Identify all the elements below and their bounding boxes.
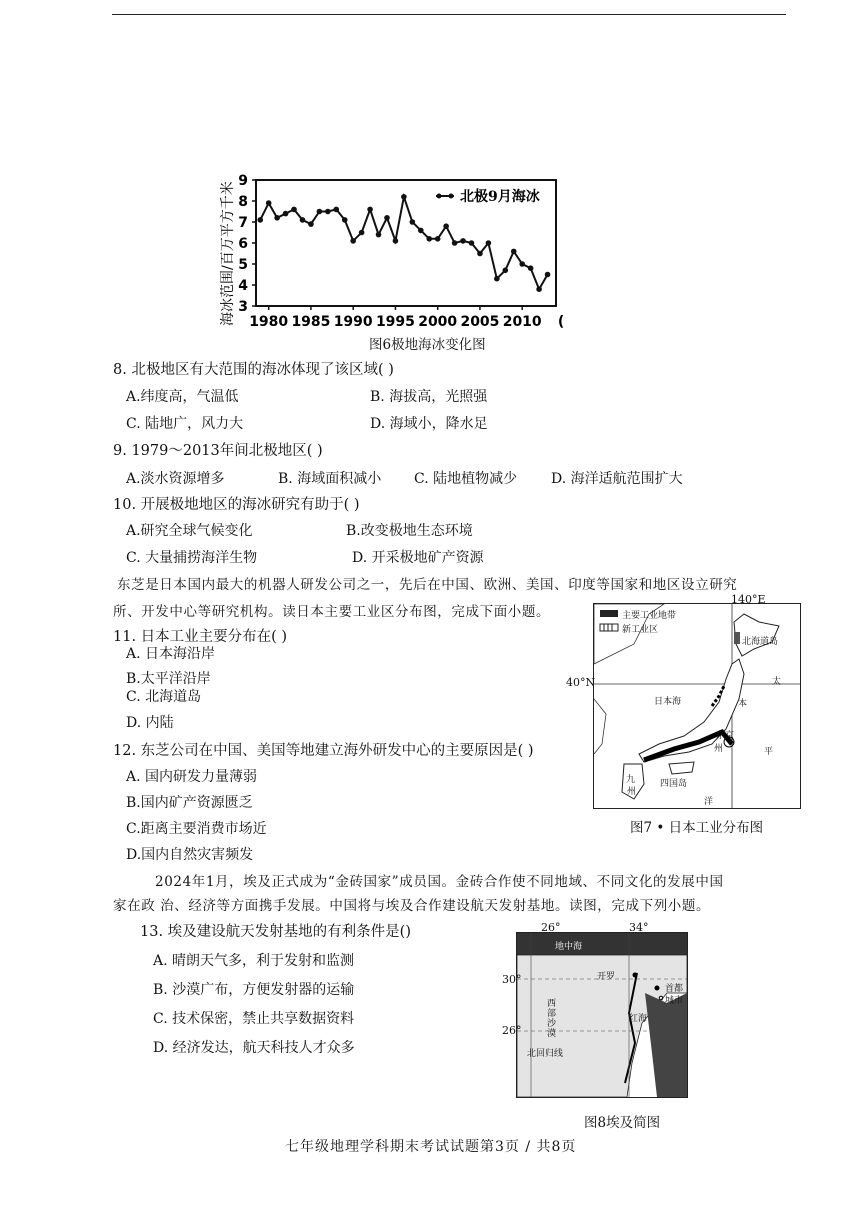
data-point — [359, 230, 365, 236]
fig8-sea: 地中海 — [555, 942, 583, 952]
q11-option-b[interactable]: B.太平洋沿岸 — [126, 671, 211, 687]
data-point — [443, 223, 449, 229]
q8-stem: 8. 北极地区有大范围的海冰体现了该区域( ) — [113, 362, 394, 378]
q12-option-c[interactable]: C.距离主要消费市场近 — [126, 821, 267, 837]
y-tick-label: 4 — [238, 278, 248, 294]
y-tick-label: 6 — [238, 236, 248, 252]
fig8-legend-city: 城市 — [665, 996, 684, 1006]
q9-option-a[interactable]: A.淡水资源增多 — [126, 471, 225, 487]
y-tick-label: 3 — [238, 299, 248, 315]
q8-option-b[interactable]: B. 海拔高，光照强 — [370, 389, 488, 405]
y-tick-label: 9 — [238, 173, 248, 189]
legend-marker — [449, 194, 454, 199]
data-point — [477, 251, 483, 257]
x-tick-label: 2005 — [460, 314, 500, 330]
x-tick-label: 2000 — [418, 314, 458, 330]
q12-stem: 12. 东芝公司在中国、美国等地建立海外研发中心的主要原因是( ) — [113, 743, 534, 759]
sea-ice-chart — [210, 150, 570, 335]
fig7-sea: 日本海 — [654, 697, 682, 707]
y-tick-label: 5 — [238, 257, 248, 273]
data-point — [528, 265, 534, 271]
data-point — [401, 194, 407, 200]
q10-option-b[interactable]: B.改变极地生态环境 — [346, 523, 473, 539]
data-point — [502, 268, 508, 274]
data-point — [545, 272, 551, 278]
data-point — [435, 236, 441, 242]
q12-option-b[interactable]: B.国内矿产资源匮乏 — [126, 795, 253, 811]
data-point — [257, 217, 263, 223]
data-point — [317, 209, 323, 215]
data-point — [274, 215, 280, 221]
data-point — [266, 200, 272, 206]
q11-stem: 11. 日本工业主要分布在( ) — [113, 629, 288, 645]
q11-option-c[interactable]: C. 北海道岛 — [126, 689, 202, 705]
q12-option-a[interactable]: A. 国内研发力量薄弱 — [126, 769, 258, 785]
q11-option-d[interactable]: D. 内陆 — [126, 715, 174, 731]
fig7-kyushu-2: 州 — [627, 787, 637, 797]
fig7-longitude: 140°E — [731, 593, 766, 606]
fig7-honshu-1: 本 — [738, 699, 748, 709]
y-tick-label: 8 — [238, 194, 248, 210]
fig8-lon1: 26° — [541, 921, 561, 934]
data-point — [333, 207, 339, 213]
fig7-tokyo: 东京 — [716, 731, 735, 741]
fig7-latitude: 40°N — [566, 676, 596, 689]
figure6-caption: 图6极地海冰变化图 — [369, 337, 486, 353]
q10-option-d[interactable]: D. 开采极地矿产资源 — [352, 550, 484, 566]
figure8-caption: 图8埃及简图 — [584, 1115, 661, 1131]
fig7-ocean-2: 平 — [764, 747, 774, 757]
fig7-legend-main: 主要工业地带 — [622, 611, 677, 621]
data-point — [536, 286, 542, 292]
data-point — [283, 211, 289, 217]
q13-option-d[interactable]: D. 经济发达，航天科技人才众多 — [153, 1040, 355, 1056]
egypt-map-drawing — [517, 933, 687, 1097]
page-footer: 七年级地理学科期末考试试题第3页 / 共8页 — [285, 1139, 577, 1155]
data-point — [325, 209, 331, 215]
data-point — [452, 240, 458, 246]
japan-intro-line1: 东芝是日本国内最大的机器人研发公司之一，先后在中国、欧洲、美国、印度等国家和地区设立研究 — [117, 577, 738, 593]
fig7-kyushu-1: 九 — [626, 775, 636, 785]
data-point — [308, 221, 314, 227]
egypt-intro-line2: 家在政 治、经济等方面携手发展。中国将与埃及合作建设航天发射基地。读图，完成下列小题。 — [113, 898, 711, 914]
fig7-ocean-3: 洋 — [704, 797, 714, 807]
q12-option-d[interactable]: D.国内自然灾害频发 — [126, 847, 254, 863]
fig7-ocean-1: 太 — [772, 677, 782, 687]
q13-option-a[interactable]: A. 晴朗天气多，利于发射和监测 — [153, 953, 355, 969]
q10-option-c[interactable]: C. 大量捕捞海洋生物 — [126, 550, 258, 566]
data-point — [376, 232, 382, 238]
q10-stem: 10. 开展极地地区的海冰研究有助于( ) — [113, 497, 360, 513]
fig8-lon2: 34° — [629, 921, 649, 934]
fig8-legend-capital: 首都 — [665, 984, 684, 994]
data-point — [350, 238, 356, 244]
fig7-legend-new: 新工业区 — [622, 625, 659, 635]
japan-industry-map — [593, 603, 801, 809]
y-axis-label: 海冰范围/百万平方千米 — [220, 181, 236, 326]
figure7-caption: 图7 • 日本工业分布图 — [630, 820, 764, 836]
q9-option-c[interactable]: C. 陆地植物减少 — [414, 471, 518, 487]
legend-marker — [437, 194, 442, 199]
x-tick-label: (⁠ — [557, 314, 565, 330]
q13-option-c[interactable]: C. 技术保密，禁止共享数据资料 — [153, 1011, 355, 1027]
egypt-intro-line1: 2024年1月，埃及正式成为“金砖国家”成员国。金砖合作使不同地域、不同文化的发展中国 — [155, 874, 724, 890]
fig8-desert: 西部沙漠 — [547, 999, 557, 1039]
data-point — [486, 240, 492, 246]
data-point — [384, 215, 390, 221]
q13-stem: 13. 埃及建设航天发射基地的有利条件是() — [140, 924, 411, 940]
q9-option-b[interactable]: B. 海域面积减小 — [278, 471, 382, 487]
series-line — [260, 197, 547, 289]
data-point — [291, 207, 297, 213]
fig7-hokkaido: 北海道岛 — [742, 637, 779, 647]
fig7-shikoku: 四国岛 — [660, 779, 688, 789]
q10-option-a[interactable]: A.研究全球气候变化 — [126, 523, 253, 539]
data-point — [410, 219, 416, 225]
fig8-cairo: 开罗 — [597, 972, 616, 982]
x-tick-label: 1985 — [291, 314, 331, 330]
q8-option-c[interactable]: C. 陆地广，风力大 — [126, 416, 244, 432]
q9-option-d[interactable]: D. 海洋适航范围扩大 — [551, 471, 683, 487]
q9-stem: 9. 1979～2013年间北极地区( ) — [113, 443, 323, 459]
data-point — [367, 207, 373, 213]
japan-intro-line2: 所、开发中心等研究机构。读日本主要工业区分布图，完成下面小题。 — [113, 604, 551, 620]
fig8-lat1: 30° — [502, 973, 522, 986]
data-point — [511, 249, 517, 255]
x-tick-label: 2010 — [502, 314, 542, 330]
data-point — [300, 217, 306, 223]
legend-label: 北极9月海冰 — [460, 189, 540, 205]
header-rule — [112, 14, 786, 15]
q8-option-a[interactable]: A.纬度高，气温低 — [126, 389, 239, 405]
x-tick-label: 1980 — [249, 314, 289, 330]
x-tick-label: 1990 — [333, 314, 373, 330]
q8-option-d[interactable]: D. 海域小，降水足 — [370, 416, 488, 432]
data-point — [460, 238, 466, 244]
fig7-honshu-2: 州 — [714, 744, 724, 754]
q11-option-a[interactable]: A. 日本海沿岸 — [126, 646, 216, 662]
fig8-redsea: 红海 — [629, 1014, 648, 1024]
data-point — [418, 228, 424, 234]
data-point — [494, 276, 500, 282]
data-point — [393, 238, 399, 244]
x-tick-label: 1995 — [375, 314, 415, 330]
data-point — [519, 261, 525, 267]
q13-option-b[interactable]: B. 沙漠广布，方便发射器的运输 — [153, 982, 355, 998]
y-tick-label: 7 — [238, 215, 248, 231]
fig8-lat2: 26° — [502, 1024, 522, 1037]
fig8-tropic: 北回归线 — [527, 1049, 564, 1059]
data-point — [426, 236, 432, 242]
data-point — [342, 217, 348, 223]
data-point — [469, 240, 475, 246]
egypt-map — [516, 932, 688, 1098]
